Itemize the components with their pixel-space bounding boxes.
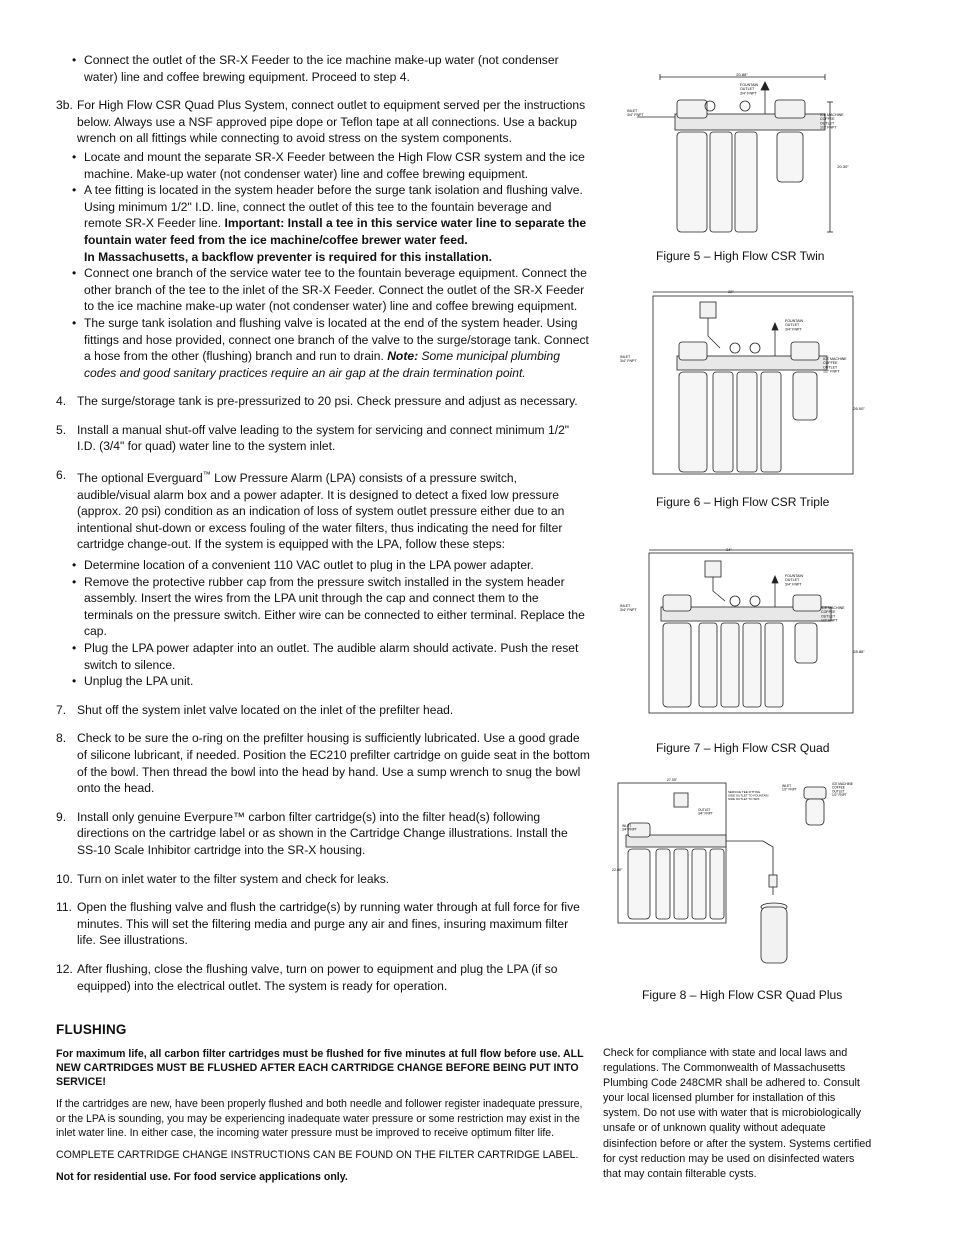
label-line: 1/2" FNPT	[782, 787, 797, 792]
fig8-outlet-label	[698, 808, 713, 816]
label-line: 3/4" FNPT	[622, 827, 637, 832]
label-line: COFFEE	[832, 785, 845, 790]
step-text: The surge/storage tank is pre-pressurized to 20 psi. Check pressure and adjust as necessary.	[77, 394, 578, 409]
bullet-text: The surge tank isolation and flushing valve is located at the end of the system header. Using fittings and hose provided, connect one branch of the valve to the surge/storage tank. Connect a hose from the other (flushing) branch and run to drain.	[84, 315, 589, 364]
step-number: 9.	[56, 809, 67, 824]
fig8-ice-label	[832, 782, 853, 797]
label-line: 3/4" FNPT	[740, 91, 757, 96]
fig7-inlet-label	[620, 604, 637, 612]
step-text: For High Flow CSR Quad Plus System, connect outlet to equipment served per the instructions below. Always use a NSF approved pipe dope or Teflon tape at all connections. Use a backup wrench on all fittings while connecting to avoid stress on the system components.	[77, 98, 586, 146]
step-number: 3b.	[56, 98, 73, 113]
figure-7-caption: Figure 7 – High Flow CSR Quad	[656, 741, 830, 755]
label-line: OUTLET	[698, 808, 711, 812]
step-6-bullet-4: • Unplug the LPA unit.	[56, 673, 590, 690]
label-line: ICE MACHINE	[832, 782, 853, 786]
label-line: ICE MACHINE	[820, 113, 844, 117]
fig8-tee-label	[728, 790, 768, 801]
flushing-pressure-note: If the cartridges are new, have been properly flushed and both needle and follower register inadequate pressure, or the LPA is sounding, you may be experiencing inadequate water pressure or some restriction may exist in the inlet water line. In either case, the incoming water pressure must be improved to receive optimum filter life.	[56, 1098, 583, 1139]
figure-6-diagram	[615, 288, 865, 478]
figure-5-diagram	[615, 72, 865, 242]
label-line: 3/4" FNPT	[620, 608, 637, 613]
fig8-srx-inlet-label	[782, 784, 797, 792]
label-line: 3/4" FNPT	[627, 113, 644, 118]
step-8	[56, 730, 590, 796]
figure-5-caption: Figure 5 – High Flow CSR Twin	[656, 249, 825, 263]
step-6-bullets	[56, 557, 590, 690]
label-line: OUTLET	[832, 789, 845, 794]
step-text: Turn on inlet water to the filter system and check for leaks.	[77, 871, 390, 886]
fig8-width-dim: 27.00"	[666, 778, 678, 782]
step-text-cont: Low Pressure Alarm (LPA) consists of a pressure switch, audible/visual alarm box and a power adapter. It is designed to detect a fixed low pressure (approx. 20 psi) condition as an indication of loss of system outlet pressure either due to an intentional shut-down or excess fouling of the water filters, thus indicating the need for filter cartridge change-out. If the system is equipped with the LPA, follow these steps:	[77, 471, 565, 552]
step-text: Install a manual shut-off valve leading to the system for servicing and connect minimum 1/2" I.D. (3/4" for quad) water line to the system inlet.	[77, 422, 570, 454]
label-line: FOUNTAIN	[785, 574, 804, 578]
step-number: 12.	[56, 961, 73, 976]
step-3b-bullets	[56, 149, 590, 381]
step-3b-bullet-4	[56, 315, 590, 381]
fig5-inlet-label	[627, 109, 644, 117]
label-line: 3/4" FNPT	[785, 327, 802, 332]
label-line: 3/4" FNPT	[620, 359, 637, 364]
step-12	[56, 961, 590, 994]
massachusetts-note: In Massachusetts, a backflow preventer is required for this installation.	[84, 249, 492, 264]
figure-8-diagram	[608, 775, 873, 975]
trademark-symbol: ™	[202, 470, 211, 480]
step-6-bullet-3: • Plug the LPA power adapter into an outlet. The audible alarm should activate. Push the reset switch to silence.	[56, 640, 590, 673]
label-line: INLET	[627, 109, 638, 113]
fig8-height-dim: 22.00"	[612, 868, 623, 872]
step-6-bullet-2: • Remove the protective rubber cap from the pressure switch installed in the system header assembly. Insert the wires from the LPA unit through the cap and connect them to the terminals on the pressure switch. Either wire can be connected to either terminal. Replace the cap.	[56, 574, 590, 640]
label-line: ICE MACHINE	[821, 606, 845, 610]
label-line: INLET	[620, 355, 631, 359]
step-text: Shut off the system inlet valve located on the inlet of the prefilter head.	[77, 702, 454, 717]
label-line: INLET	[622, 824, 632, 828]
fig7-height-dim: 28.88"	[853, 649, 865, 654]
fig6-width-dim: 22"	[728, 289, 734, 294]
instructions-column	[56, 52, 590, 1192]
label-line: 3/4" FNPT	[698, 811, 713, 816]
step-text: After flushing, close the flushing valve, turn on power to equipment and plug the LPA (if so equipped) into the electrical outlet. The system is ready for operation.	[77, 961, 558, 993]
step-4	[56, 393, 590, 410]
note-text: Some municipal plumbing codes and good sanitary practices require an air gap at the drain termination point.	[84, 349, 560, 380]
fig7-fountain-label	[785, 574, 804, 586]
fig5-height-dim: 20.30"	[837, 164, 849, 169]
flushing-warning: For maximum life, all carbon filter cartridges must be flushed for five minutes at full flow before use. ALL NEW CARTRIDGES MUST BE FLUSHED AFTER EACH CARTRIDGE CHANGE BEFORE BEING PUT INTO SERVICE!	[56, 1047, 584, 1089]
step-6	[56, 467, 590, 553]
step-number: 7.	[56, 702, 67, 717]
label-line: OUTLET	[785, 578, 800, 583]
step-number: 5.	[56, 422, 67, 437]
label-line: COFFEE	[823, 361, 838, 366]
flushing-label-note: COMPLETE CARTRIDGE CHANGE INSTRUCTIONS CAN BE FOUND ON THE FILTER CARTRIDGE LABEL.	[56, 1148, 579, 1161]
step-6-bullet-1: • Determine location of a convenient 110 VAC outlet to plug in the LPA power adapter.	[56, 557, 590, 574]
step-10	[56, 871, 590, 888]
important-note: Important: Install a tee in this service water line to separate the fountain water feed from the ice machine/coffee brewer water feed.	[84, 216, 587, 247]
label-line: INLET	[620, 604, 631, 608]
fig5-ice-label	[820, 113, 844, 129]
figure-8-caption: Figure 8 – High Flow CSR Quad Plus	[642, 988, 843, 1002]
label-line: 3/4" FNPT	[785, 582, 802, 587]
step-number: 8.	[56, 731, 67, 746]
label-line: SIDE OUTLET TO SRX	[728, 796, 760, 801]
step-number: 10.	[56, 871, 73, 886]
fig5-fountain-label	[740, 83, 759, 95]
compliance-note: Check for compliance with state and local laws and regulations. The Commonwealth of Massachusetts Plumbing Code 248CMR shall be adhered to. Consult your local licensed plumber for installation of this system. Do not use with water that is microbiologically unsafe or of unknown quality without adequate disinfection before or after the system. Systems certified for cyst reduction may be used on disinfected waters that may contain filterable cysts.	[603, 1047, 872, 1180]
fig6-inlet-label	[620, 355, 637, 363]
label-line: ICE MACHINE	[823, 357, 847, 361]
commercial-use-note: Not for residential use. For food service applications only.	[56, 1171, 348, 1184]
fig6-height-dim: 26.00"	[853, 406, 865, 411]
step-7	[56, 702, 590, 719]
label-line: INLET	[782, 784, 792, 788]
step-text: The optional Everguard	[77, 471, 203, 486]
note-label: Note:	[387, 349, 419, 364]
label-line: 1/2" FNPT	[823, 369, 840, 374]
fig5-width-dim: 20.88"	[736, 72, 748, 77]
label-line: OUTLET	[740, 87, 755, 92]
step-number: 11.	[56, 900, 72, 915]
step-5	[56, 422, 590, 455]
step-number: 4.	[56, 394, 67, 409]
step-11	[56, 899, 590, 949]
label-line: OUTLET	[823, 365, 838, 370]
fig6-fountain-label	[785, 319, 804, 331]
step-text: Install only genuine Everpure™ carbon filter cartridge(s) into the filter head(s) following directions on the cartridge label or as shown in the Cartridge Change illustrations. Install the SS-10 Scale Inhibitor cartridge into the SR-X housing.	[77, 809, 568, 857]
label-line: OUTLET	[821, 614, 836, 619]
step-3b-bullet-1: • Locate and mount the separate SR-X Feeder between the High Flow CSR system and the ice machine. Make-up water (not condenser water) line and coffee brewing equipment.	[56, 149, 590, 182]
step-text: Open the flushing valve and flush the cartridge(s) by running water through at full force for five minutes. This will set the filtering media and purge any air and fines, insuring maximum filter life. See illustrations.	[77, 900, 580, 948]
intro-bullet: • Connect the outlet of the SR-X Feeder to the ice machine make-up water (not condenser water) line and coffee brewing equipment. Proceed to step 4.	[56, 52, 590, 85]
label-line: OUTLET	[785, 323, 800, 328]
label-line: 1/2" FNPT	[821, 618, 838, 623]
step-text: Check to be sure the o-ring on the prefilter housing is sufficiently lubricated. Use a good grade of silicone lubricant, if needed. Position the EC210 prefilter cartridge on guide seat in the bottom of the bowl. Then thread the bowl into the head by hand. Use a sump wrench to snug the bowl onto the head.	[77, 731, 590, 796]
label-line: SERVICE TEE FITTING	[728, 790, 761, 794]
label-line: SIDE OUTLET TO FOUNTAIN	[728, 793, 769, 798]
step-9	[56, 809, 590, 859]
step-3b	[56, 97, 590, 147]
figure-6-caption: Figure 6 – High Flow CSR Triple	[656, 495, 830, 509]
step-number: 6.	[56, 468, 67, 483]
label-line: FOUNTAIN	[740, 83, 759, 87]
fig7-ice-label	[821, 606, 845, 622]
fig6-ice-label	[823, 357, 847, 373]
intro-bullet-group	[56, 52, 590, 85]
fig7-width-dim: 24"	[726, 547, 732, 552]
step-3b-bullet-2	[56, 182, 590, 265]
step-3b-bullet-3: • Connect one branch of the service water tee to the fountain beverage equipment. Connect the other branch of the tee to the inlet of the SR-X Feeder. Connect the outlet of the SR-X Feeder to the ice machine make-up water (not condenser water) line and coffee brewing equipment.	[56, 265, 590, 315]
label-line: COFFEE	[820, 117, 835, 122]
flushing-heading: FLUSHING	[56, 1022, 127, 1038]
label-line: COFFEE	[821, 610, 836, 615]
label-line: 1/2" FNPT	[832, 793, 847, 798]
figure-7-diagram	[615, 547, 865, 717]
label-line: 1/2" FNPT	[820, 125, 837, 130]
bullet-text: A tee fitting is located in the system header before the surge tank isolation and flushing valve. Using minimum 1/2" I.D. line, connect the outlet of this tee to the fountain beverage and remote SR-X Feeder line.	[84, 183, 583, 231]
label-line: FOUNTAIN	[785, 319, 804, 323]
label-line: OUTLET	[820, 121, 835, 126]
